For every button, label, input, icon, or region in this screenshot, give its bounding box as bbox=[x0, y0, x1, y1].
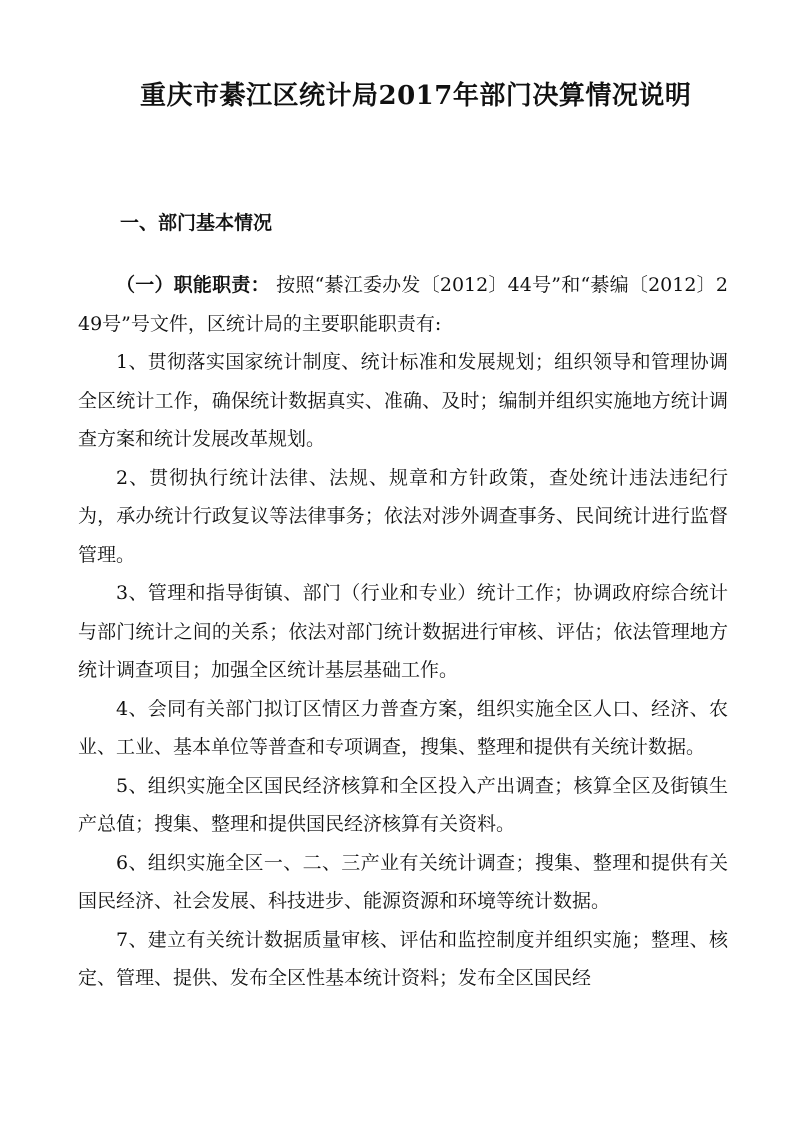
duty-item-1: 1、贯彻落实国家统计制度、统计标准和发展规划；组织领导和管理协调全区统计工作，确保统计数据真实、准确、及时；编制并组织实施地方统计调查方案和统计发展改革规划。 bbox=[78, 351, 728, 450]
duties-paragraph bbox=[78, 266, 728, 343]
duty-item-7: 7、建立有关统计数据质量审核、评估和监控制度并组织实施；整理、核定、管理、提供、发布全区性基本统计资料；发布全区国民经 bbox=[78, 928, 728, 989]
page-title: 重庆市綦江区统计局2017年部门决算情况说明 bbox=[140, 81, 692, 111]
duty-item-2: 2、贯彻执行统计法律、法规、规章和方针政策，查处统计违法违纪行为，承办统计行政复议等法律事务；依法对涉外调查事务、民间统计进行监督管理。 bbox=[78, 466, 728, 566]
section-heading: 一、部门基本情况 bbox=[120, 212, 273, 234]
duty-item-6: 6、组织实施全区一、二、三产业有关统计调查；搜集、整理和提供有关国民经济、社会发展、科技进步、能源资源和环境等统计数据。 bbox=[78, 851, 728, 912]
duty-item-5: 5、组织实施全区国民经济核算和全区投入产出调查；核算全区及街镇生产总值；搜集、整理和提供国民经济核算有关资料。 bbox=[78, 774, 728, 835]
duty-item-3: 3、管理和指导街镇、部门（行业和专业）统计工作；协调政府综合统计与部门统计之间的关系；依法对部门统计数据进行审核、评估；依法管理地方统计调查项目；加强全区统计基层基础工作。 bbox=[78, 582, 728, 681]
duties-lead: （一）职能职责： bbox=[116, 274, 270, 296]
document-body bbox=[78, 266, 728, 998]
duties-intro: 按照“綦江委办发〔2012〕44号”和“綦编〔2012〕249号”号文件，区统计局的主要职能职责有: bbox=[78, 274, 728, 335]
duty-item-4: 4、会同有关部门拟订区情区力普查方案，组织实施全区人口、经济、农业、工业、基本单位等普查和专项调查，搜集、整理和提供有关统计数据。 bbox=[78, 697, 728, 758]
